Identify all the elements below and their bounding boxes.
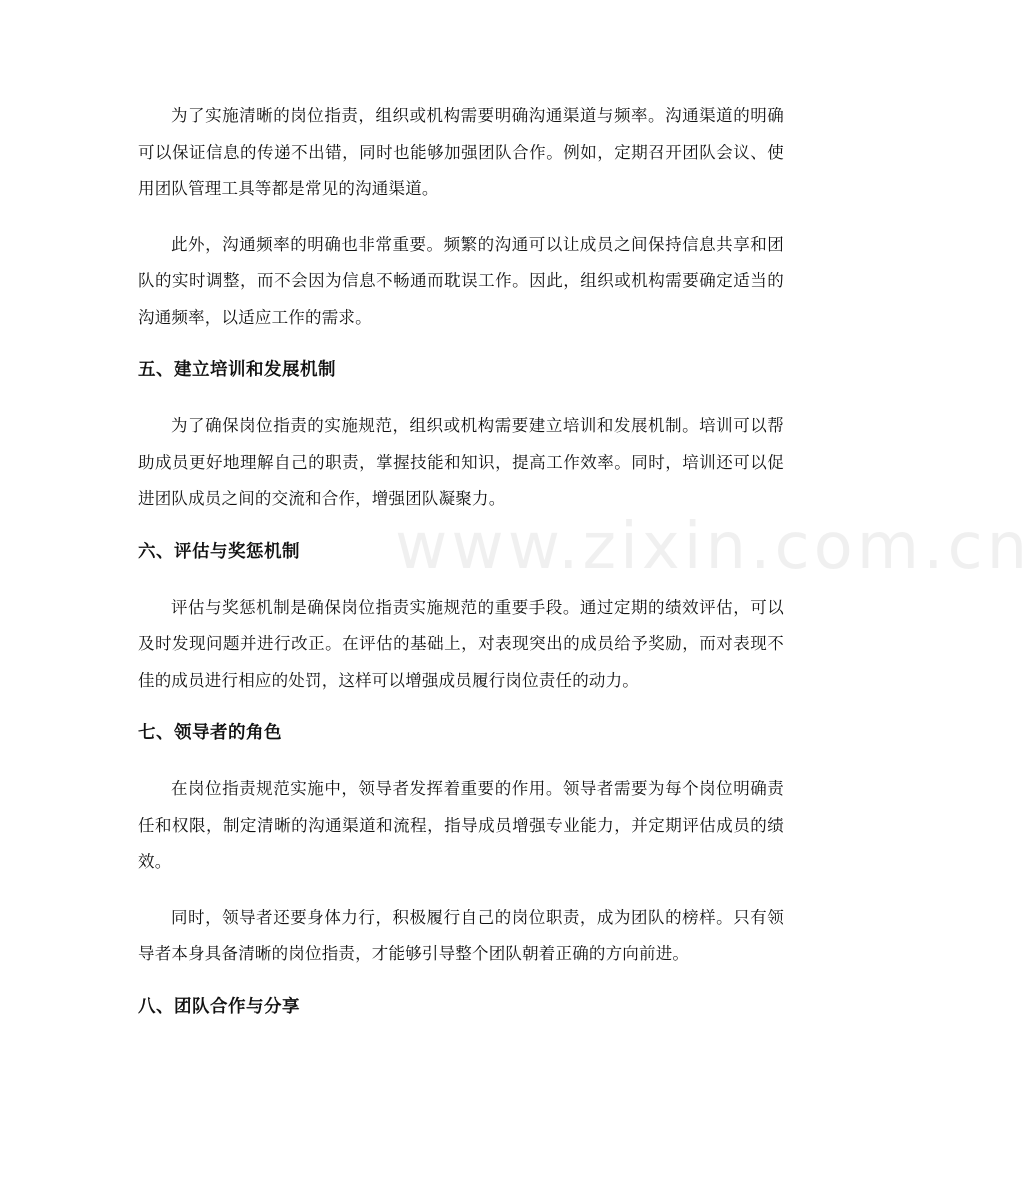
- watermark-text: www.zixin.com.cn: [395, 510, 1031, 584]
- section-heading-training: 五、建立培训和发展机制: [138, 360, 336, 380]
- section-heading-evaluation: 六、评估与奖惩机制: [138, 541, 300, 562]
- paragraph-leader-role: 在岗位指责规范实施中，领导者发挥着重要的作用。领导者需要为每个岗位明确责任和权限，制定清晰的沟通渠道和流程，指导成员增强专业能力，并定期评估成员的绩效。: [138, 779, 784, 871]
- paragraph-communication-channels: 为了实施清晰的岗位指责，组织或机构需要明确沟通渠道与频率。沟通渠道的明确可以保证信息的传递不出错，同时也能够加强团队合作。例如，定期召开团队会议、使用团队管理工具等都是常见的沟通渠道。: [138, 106, 784, 198]
- paragraph-evaluation: 评估与奖惩机制是确保岗位指责实施规范的重要手段。通过定期的绩效评估，可以及时发现问题并进行改正。在评估的基础上，对表现突出的成员给予奖励，而对表现不佳的成员进行相应的处罚，这样可以增强成员履行岗位责任的动力。: [138, 597, 784, 690]
- document-body: [138, 98, 784, 1045]
- paragraph-leader-example: 同时，领导者还要身体力行，积极履行自己的岗位职责，成为团队的榜样。只有领导者本身具备清晰的岗位指责，才能够引导整个团队朝着正确的方向前进。: [138, 907, 784, 963]
- section-heading-leader-role: 七、领导者的角色: [138, 723, 282, 743]
- paragraph-communication-frequency: 此外，沟通频率的明确也非常重要。频繁的沟通可以让成员之间保持信息共享和团队的实时调整，而不会因为信息不畅通而耽误工作。因此，组织或机构需要确定适当的沟通频率，以适应工作的需求。: [138, 234, 784, 327]
- paragraph-training: 为了确保岗位指责的实施规范，组织或机构需要建立培训和发展机制。培训可以帮助成员更好地理解自己的职责，掌握技能和知识，提高工作效率。同时，培训还可以促进团队成员之间的交流和合作，增强团队凝聚力。: [138, 416, 784, 508]
- section-heading-teamwork: 八、团队合作与分享: [138, 996, 300, 1017]
